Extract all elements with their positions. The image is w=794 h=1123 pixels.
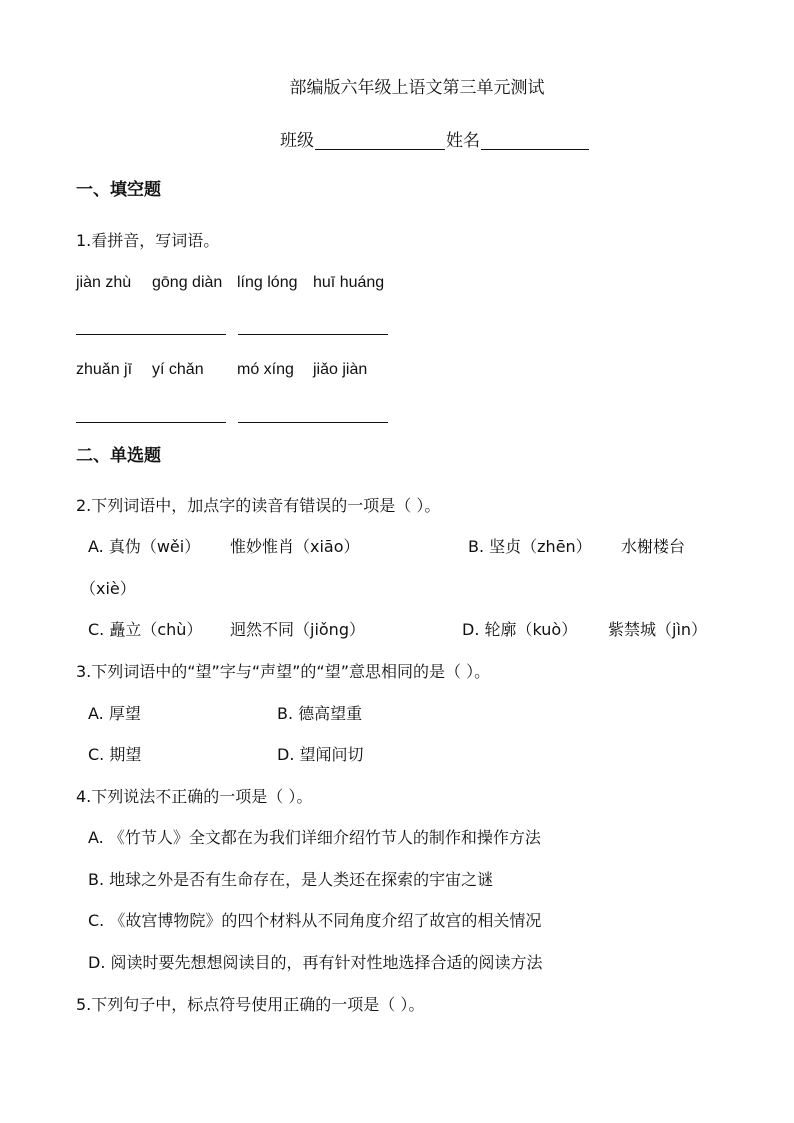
- question-2-option-a-extra: 惟妙惟肖（xiāo）: [230, 537, 360, 556]
- question-2-option-d-extra: 紫禁城（jìn）: [608, 620, 708, 639]
- question-2-option-d: D. 轮廓（kuò）: [462, 620, 578, 639]
- question-4-prompt: 4.下列说法不正确的一项是（ ）。: [76, 787, 313, 806]
- question-1-prompt: 1.看拼音，写词语。: [76, 231, 220, 250]
- answer-line-1-a[interactable]: [76, 334, 226, 335]
- question-4-option-c: C. 《故宫博物院》的四个材料从不同角度介绍了故宫的相关情况: [88, 911, 542, 930]
- pinyin-1-2: gōng diàn: [152, 274, 223, 291]
- question-2-option-c: C. 矗立（chù）: [88, 620, 203, 639]
- question-4-option-d: D. 阅读时要先想想阅读目的，再有针对性地选择合适的阅读方法: [88, 953, 543, 972]
- question-2-prompt: 2.下列词语中，加点字的读音有错误的一项是（ ）。: [76, 496, 441, 515]
- page-title: 部编版六年级上语文第三单元测试: [289, 78, 545, 98]
- answer-line-2-a[interactable]: [76, 422, 226, 423]
- answer-line-2-b[interactable]: [238, 422, 388, 423]
- question-3-prompt: 3.下列词语中的“望”字与“声望”的“望”意思相同的是（ ）。: [76, 662, 491, 681]
- question-2-option-a: A. 真伪（wěi）: [88, 537, 201, 556]
- pinyin-1-3: líng lóng: [237, 274, 298, 291]
- name-label: 姓名: [446, 131, 480, 151]
- pinyin-1-4: huī huáng: [313, 274, 385, 291]
- question-3-option-a: A. 厚望: [88, 704, 141, 723]
- section-heading-fill-in: 一、填空题: [76, 180, 161, 200]
- question-4-option-a: A. 《竹节人》全文都在为我们详细介绍竹节人的制作和操作方法: [88, 828, 541, 847]
- name-blank[interactable]: [481, 133, 589, 150]
- pinyin-2-2: yí chǎn: [152, 361, 204, 378]
- question-3-option-d: D. 望闻问切: [277, 745, 364, 764]
- question-3-option-c: C. 期望: [88, 745, 142, 764]
- answer-line-1-b[interactable]: [238, 334, 388, 335]
- question-2-option-b-extra: 水榭楼台: [621, 537, 686, 556]
- class-label: 班级: [280, 131, 314, 151]
- pinyin-2-3: mó xíng: [237, 361, 294, 378]
- pinyin-2-1: zhuǎn jī: [76, 361, 133, 378]
- question-4-option-b: B. 地球之外是否有生命存在，是人类还在探索的宇宙之谜: [88, 870, 494, 889]
- pinyin-1-1: jiàn zhù: [76, 274, 132, 291]
- section-heading-single-choice: 二、单选题: [76, 446, 161, 466]
- question-3-option-b: B. 德高望重: [277, 704, 363, 723]
- question-2-option-b: B. 坚贞（zhēn）: [468, 537, 592, 556]
- question-2-option-c-extra: 迥然不同（jiǒng）: [230, 620, 365, 639]
- class-blank[interactable]: [315, 133, 445, 150]
- pinyin-2-4: jiǎo jiàn: [313, 361, 368, 378]
- student-info: [280, 133, 590, 150]
- question-2-option-b-wrap: （xiè）: [80, 579, 136, 598]
- question-5-prompt: 5.下列句子中，标点符号使用正确的一项是（ ）。: [76, 995, 425, 1014]
